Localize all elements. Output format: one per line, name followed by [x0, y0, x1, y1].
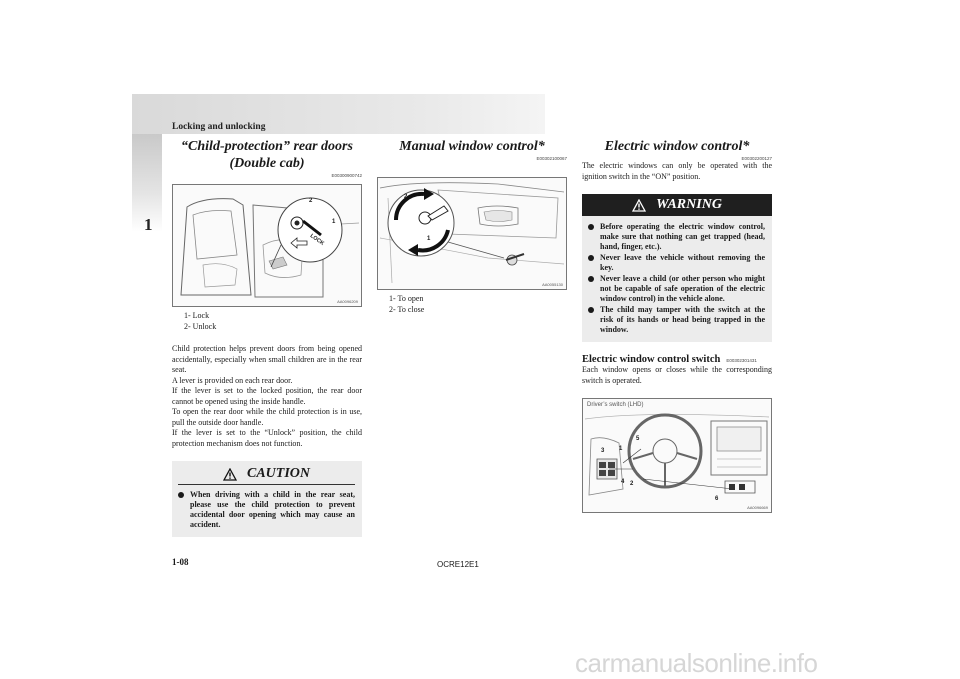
section-code: E00302100067 — [536, 156, 567, 161]
figure-legend — [389, 294, 567, 315]
caution-item — [178, 490, 355, 530]
figure-label-1: 1 — [332, 219, 336, 225]
figure-legend — [184, 311, 362, 332]
section-code: E00300900742 — [331, 173, 362, 178]
intro-text: The electric windows can only be operated with the ignition switch in the “ON” position. — [582, 161, 772, 181]
page-number: 1-08 — [172, 557, 189, 567]
section-heading-child-protection: “Child-protection” rear doors (Double cab) — [181, 139, 353, 171]
bullet-icon — [588, 255, 594, 261]
warning-title: WARNING — [656, 197, 722, 212]
figure-code: AA0096669 — [747, 505, 768, 510]
chapter-number: 1 — [144, 215, 153, 234]
caution-item-text: When driving with a child in the rear seat, please use the child protection to prevent accidental door opening which may cause an accident. — [190, 490, 355, 529]
figure-label-5: 5 — [636, 436, 640, 442]
warning-item-text: Before operating the electric window control, make sure that nothing can get trapped (head, hand, finger, etc.). — [600, 222, 765, 251]
figure-label-6: 6 — [715, 496, 719, 502]
legend-item-close: 2- To close — [389, 304, 425, 314]
figure-caption: Driver’s switch (LHD) — [587, 402, 644, 408]
figure-label-2: 2 — [630, 481, 634, 487]
subheading-window-switch — [582, 354, 772, 365]
bullet-icon — [588, 307, 594, 313]
dashboard-illustration — [583, 399, 771, 512]
section-heading-manual-window: Manual window control* — [399, 139, 545, 154]
figure-label-4: 4 — [621, 479, 625, 485]
caution-title: CAUTION — [246, 466, 310, 481]
warning-triangle-icon — [223, 468, 237, 481]
legend-item-open: 1- To open — [389, 294, 424, 303]
legend-item-lock: 1- Lock — [184, 311, 210, 320]
figure-label-lock: LOCK — [308, 233, 325, 247]
paragraph: If the lever is set to the “Unlock” position, the child protection mechanism does not function. — [172, 428, 362, 448]
column-child-protection — [172, 138, 362, 537]
figure-label-2: 2 — [309, 198, 313, 204]
subheading-body: Each window opens or closes while the corresponding switch is operated. — [582, 365, 772, 385]
figure-manual-window-handle — [377, 177, 567, 290]
warning-item — [588, 253, 765, 273]
warning-item-text: Never leave a child (or other person who might not be capable of safe operation of the electric window control) in the vehicle alone. — [600, 274, 765, 303]
warning-box — [582, 194, 772, 342]
figure-label-1: 1 — [619, 446, 623, 452]
figure-driver-switch — [582, 398, 772, 513]
section-heading-electric-window: Electric window control* — [604, 139, 750, 154]
warning-item — [588, 274, 765, 304]
document-code: OCRE12E1 — [437, 560, 479, 569]
section-code: E00302200127 — [741, 156, 772, 161]
column-electric-window — [582, 138, 772, 513]
figure-label-2: 2 — [404, 194, 408, 200]
legend-item-unlock: 2- Unlock — [184, 321, 217, 331]
figure-code: AA0055130 — [542, 282, 563, 287]
caution-header — [178, 466, 355, 485]
bullet-icon — [588, 224, 594, 230]
page-header-title: Locking and unlocking — [172, 122, 266, 132]
column-manual-window — [377, 138, 567, 315]
warning-list — [588, 222, 765, 335]
figure-child-protection-lever — [172, 184, 362, 307]
warning-item-text: The child may tamper with the switch at the risk of its hands or head being trapped in the window. — [600, 305, 765, 334]
figure-label-3: 3 — [601, 448, 605, 454]
body-text-child-protection — [172, 344, 362, 449]
subheading-code: E00302301431 — [726, 358, 757, 363]
figure-code: AA0096209 — [337, 299, 358, 304]
paragraph: A lever is provided on each rear door. — [172, 375, 293, 385]
caution-list — [178, 490, 355, 530]
warning-item-text: Never leave the vehicle without removing the key. — [600, 253, 765, 272]
door-lever-illustration — [173, 185, 361, 306]
warning-item — [588, 222, 765, 252]
warning-header — [582, 194, 772, 216]
paragraph: To open the rear door while the child protection is in use, pull the outside door handle. — [172, 407, 362, 427]
caution-box — [172, 461, 362, 537]
warning-item — [588, 305, 765, 335]
warning-triangle-icon — [632, 199, 646, 212]
subheading-text: Electric window control switch — [582, 354, 721, 365]
bullet-icon — [178, 492, 184, 498]
figure-label-1: 1 — [427, 236, 431, 242]
bullet-icon — [588, 276, 594, 282]
watermark-text: carmanualsonline.info — [575, 648, 818, 678]
paragraph: If the lever is set to the locked position, the rear door cannot be opened using the inside handle. — [172, 386, 362, 406]
paragraph: Child protection helps prevent doors from being opened accidentally, especially when small children are in the rear seat. — [172, 344, 362, 374]
